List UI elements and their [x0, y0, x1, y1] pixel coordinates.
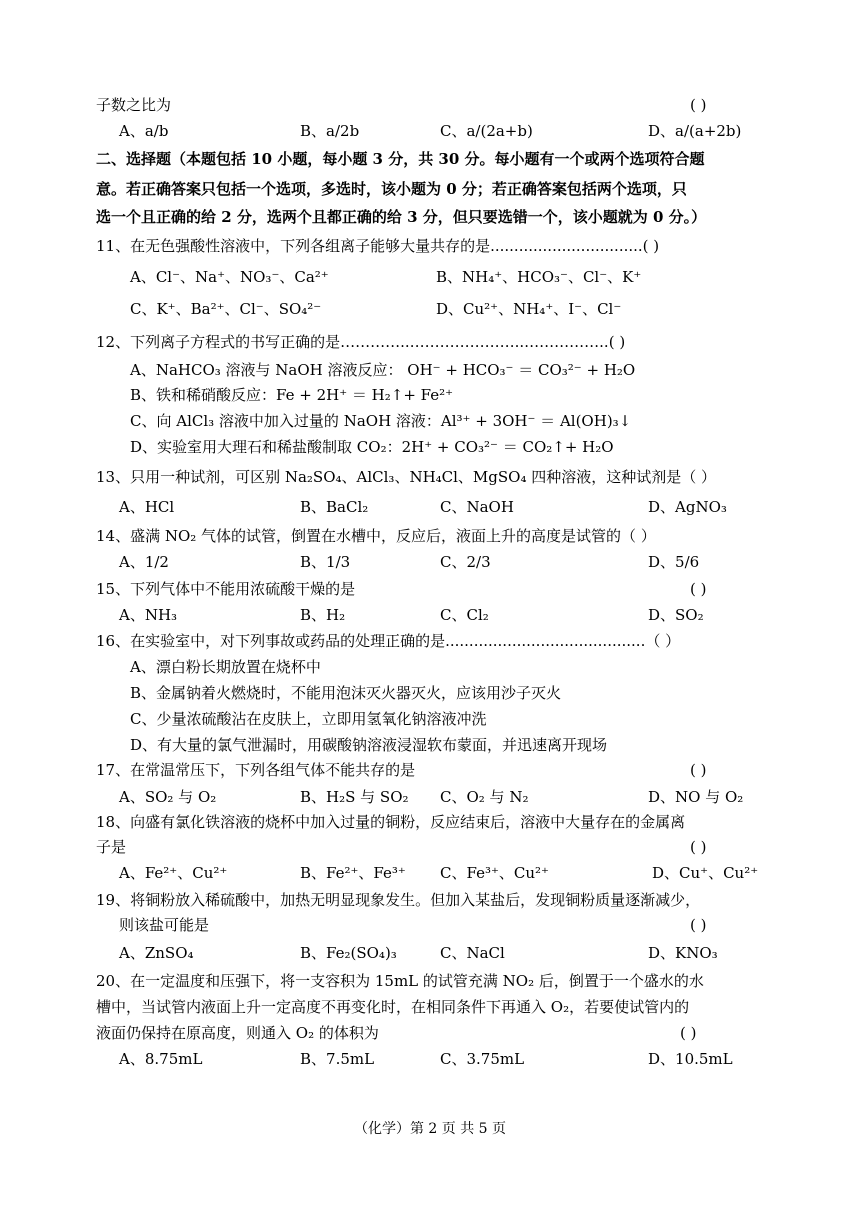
q16-option-b: B、金属钠着火燃烧时，不能用泡沫灭火器灭火，应该用沙子灭火	[130, 684, 562, 702]
q16-stem: 16、在实验室中，对下列事故或药品的处理正确的是..........................................（ ）	[96, 632, 681, 650]
q13-option-b: B、BaCl₂	[300, 498, 369, 516]
q20-stem-line3: 液面仍保持在原高度，则通入 O₂ 的体积为	[96, 1024, 379, 1042]
q13-stem: 13、只用一种试剂，可区别 Na₂SO₄、AlCl₃、NH₄Cl、MgSO₄ 四种溶液，这种试剂是（ ）	[96, 468, 717, 486]
q14-option-d: D、5/6	[648, 553, 700, 571]
q19-answer-paren: ( )	[690, 916, 707, 934]
q18-option-a: A、Fe²⁺、Cu²⁺	[119, 864, 228, 882]
section2-instructions-line3: 选一个且正确的给 2 分，选两个且都正确的给 3 分，但只要选错一个，该小题就为 0 分。）	[96, 208, 707, 226]
q10-stem-tail: 子数之比为	[96, 96, 172, 114]
q11-stem: 11、在无色强酸性溶液中，下列各组离子能够大量共存的是................................( )	[96, 237, 660, 255]
q11-option-b: B、NH₄⁺、HCO₃⁻、Cl⁻、K⁺	[436, 268, 642, 286]
section2-instructions-line1: 二、选择题（本题包括 10 小题，每小题 3 分，共 30 分。每小题有一个或两个选项符合题	[96, 150, 705, 168]
q19-option-c: C、NaCl	[440, 944, 505, 962]
q17-option-b: B、H₂S 与 SO₂	[300, 788, 409, 806]
q12-option-b: B、铁和稀硝酸反应：Fe + 2H⁺ ＝ H₂↑+ Fe²⁺	[130, 386, 454, 404]
q16-option-d: D、有大量的氯气泄漏时，用碳酸钠溶液浸湿软布蒙面，并迅速离开现场	[130, 736, 608, 754]
q20-option-c: C、3.75mL	[440, 1050, 525, 1068]
q15-option-a: A、NH₃	[119, 606, 178, 624]
q14-option-b: B、1/3	[300, 553, 351, 571]
q10-answer-paren: ( )	[690, 96, 707, 114]
q16-option-a: A、漂白粉长期放置在烧杯中	[130, 658, 321, 676]
q13-option-a: A、HCl	[119, 498, 175, 516]
q17-option-c: C、O₂ 与 N₂	[440, 788, 529, 806]
q11-option-d: D、Cu²⁺、NH₄⁺、I⁻、Cl⁻	[436, 300, 622, 318]
q15-option-d: D、SO₂	[648, 606, 704, 624]
q14-stem: 14、盛满 NO₂ 气体的试管，倒置在水槽中，反应后，液面上升的高度是试管的（ ）	[96, 527, 656, 545]
q18-option-d: D、Cu⁺、Cu²⁺	[652, 864, 759, 882]
q20-answer-paren: ( )	[680, 1024, 697, 1042]
q20-option-d: D、10.5mL	[648, 1050, 733, 1068]
q14-option-a: A、1/2	[119, 553, 169, 571]
q15-option-c: C、Cl₂	[440, 606, 489, 624]
q18-option-b: B、Fe²⁺、Fe³⁺	[300, 864, 406, 882]
section2-instructions-line2: 意。若正确答案只包括一个选项，多选时，该小题为 0 分；若正确答案包括两个选项，只	[96, 180, 687, 198]
q19-option-a: A、ZnSO₄	[119, 944, 194, 962]
q19-stem-line1: 19、将铜粉放入稀硫酸中，加热无明显现象发生。但加入某盐后，发现铜粉质量逐渐减少，	[96, 891, 701, 909]
q11-option-a: A、Cl⁻、Na⁺、NO₃⁻、Ca²⁺	[130, 268, 329, 286]
q18-stem-line1: 18、向盛有氯化铁溶液的烧杯中加入过量的铜粉，反应结束后，溶液中大量存在的金属离	[96, 813, 686, 831]
q10-option-b: B、a/2b	[300, 122, 360, 140]
q20-option-a: A、8.75mL	[119, 1050, 203, 1068]
q14-option-c: C、2/3	[440, 553, 491, 571]
q17-option-a: A、SO₂ 与 O₂	[119, 788, 217, 806]
q19-option-d: D、KNO₃	[648, 944, 718, 962]
q18-answer-paren: ( )	[690, 838, 707, 856]
q12-option-a: A、NaHCO₃ 溶液与 NaOH 溶液反应： OH⁻ + HCO₃⁻ ＝ CO₃²⁻ + H₂O	[130, 361, 636, 379]
q12-option-c: C、向 AlCl₃ 溶液中加入过量的 NaOH 溶液：Al³⁺ + 3OH⁻ ＝ Al(OH)₃↓	[130, 412, 632, 430]
q20-stem-line2: 槽中，当试管内液面上升一定高度不再变化时，在相同条件下再通入 O₂，若要使试管内的	[96, 998, 690, 1016]
q11-option-c: C、K⁺、Ba²⁺、Cl⁻、SO₄²⁻	[130, 300, 322, 318]
page-footer: （化学）第 2 页 共 5 页	[353, 1121, 507, 1137]
q15-answer-paren: ( )	[690, 580, 707, 598]
q13-option-c: C、NaOH	[440, 498, 514, 516]
q19-option-b: B、Fe₂(SO₄)₃	[300, 944, 397, 962]
q15-option-b: B、H₂	[300, 606, 346, 624]
q17-option-d: D、NO 与 O₂	[648, 788, 744, 806]
q17-answer-paren: ( )	[690, 761, 707, 779]
q19-stem-line2: 则该盐可能是	[119, 916, 210, 934]
q12-option-d: D、实验室用大理石和稀盐酸制取 CO₂：2H⁺ + CO₃²⁻ ＝ CO₂↑+ H₂O	[130, 438, 614, 456]
q20-stem-line1: 20、在一定温度和压强下，将一支容积为 15mL 的试管充满 NO₂ 后，倒置于一个盛水的水	[96, 972, 704, 990]
q20-option-b: B、7.5mL	[300, 1050, 375, 1068]
q18-stem-line2: 子是	[96, 838, 127, 856]
q13-option-d: D、AgNO₃	[648, 498, 727, 516]
q18-option-c: C、Fe³⁺、Cu²⁺	[440, 864, 549, 882]
q12-stem: 12、下列离子方程式的书写正确的是…………..…………………..……………..( )	[96, 333, 626, 351]
q10-option-a: A、a/b	[119, 122, 169, 140]
q17-stem: 17、在常温常压下，下列各组气体不能共存的是	[96, 761, 416, 779]
q15-stem: 15、下列气体中不能用浓硫酸干燥的是	[96, 580, 356, 598]
q10-option-d: D、a/(a+2b)	[648, 122, 742, 140]
q10-option-c: C、a/(2a+b)	[440, 122, 533, 140]
q16-option-c: C、少量浓硫酸沾在皮肤上，立即用氢氧化钠溶液冲洗	[130, 710, 487, 728]
